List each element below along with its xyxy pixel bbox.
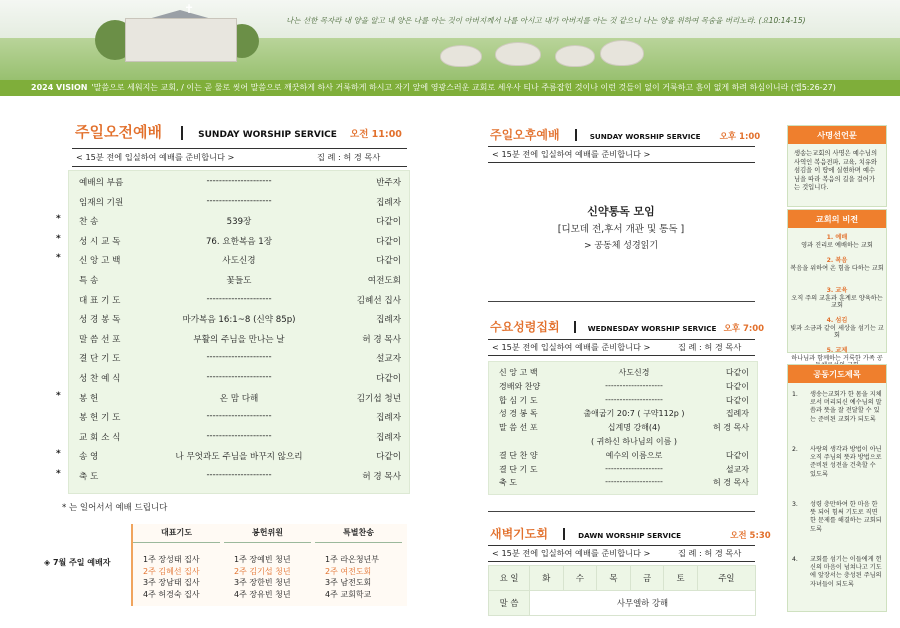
mission-text: 생송는교회의 사명은 예수님의 사역인 복음전파, 교육, 치유와 섬김을 이 땅에 실현하며 예수님을 따라 복음의 길을 걸어가는 것입니다.: [794, 150, 878, 192]
sunday-morning-title-en: SUNDAY WORSHIP SERVICE: [198, 130, 337, 140]
item-content: 사도신경: [618, 368, 650, 377]
vision-text: '말씀으로 세워지는 교회, / 이는 곧 물로 씻어 말씀으로 깨끗하게 하사 거룩하게 하시고 자기 앞에 영광스러운 교회로 세우사 티나 주름잡힌 것이나 이런 것들이 없이 거룩하고 흠이 없게 하려 하심이니라 (엡5:26-27): [91, 83, 836, 92]
section-divider: [488, 511, 755, 512]
item-content: ---------------------: [206, 411, 272, 422]
item-person: 집례자: [376, 315, 401, 326]
item-name: 말 씀 선 포: [79, 334, 121, 345]
wednesday-item-row: [489, 395, 757, 407]
wednesday-title-en: WEDNESDAY WORSHIP SERVICE: [587, 324, 717, 333]
worship-item-row: [69, 352, 409, 366]
day-label: 요 일: [489, 566, 530, 591]
wednesday-title: 수요성령집회: [490, 320, 560, 334]
item-content: ---------------------: [206, 176, 272, 186]
item-person: 다같이: [725, 450, 749, 460]
title-divider: [575, 129, 577, 141]
day-cell: 금: [630, 566, 664, 591]
item-name: 경배와 찬양: [499, 381, 541, 391]
standing-star: *: [56, 390, 61, 401]
church-building: [125, 18, 237, 62]
item-content: 예수의 이름으로: [605, 450, 663, 460]
item-name: 결 단 기 도: [499, 464, 538, 474]
duty-entry: 1주 라온청년부: [325, 555, 380, 564]
item-name: 봉 헌: [79, 393, 99, 404]
item-person: 허 경 목사: [713, 478, 749, 488]
item-content: --------------------: [605, 477, 663, 487]
item-content: 76. 요한복음 1장: [205, 236, 273, 247]
vision-item-text: 빛과 소금과 같이 세상을 섬기는 교회: [790, 324, 884, 340]
item-name: 찬 송: [79, 217, 99, 228]
vision-title: 교회의 비전: [788, 210, 886, 228]
sheep-image: [600, 40, 644, 66]
worship-item-row: [69, 333, 409, 347]
day-cell: 주일: [697, 566, 755, 591]
item-name: 말 씀 선 포: [499, 423, 538, 433]
duty-entry: 4주 허경숙 집사: [143, 589, 200, 599]
item-person: 다같이: [376, 256, 401, 267]
sheep-image: [440, 45, 482, 67]
prayer-text: 성령 충만하여 한 마음 한 뜻 되어 힘써 기도로 직면한 문제를 해결하는 교회되도록: [810, 501, 882, 533]
item-person: 다같이: [376, 452, 401, 463]
mission-title: 사명선언문: [788, 126, 886, 144]
item-content: ---------------------: [206, 430, 272, 441]
vision-item-text: 복음을 위하여 온 힘을 다하는 교회: [790, 264, 884, 272]
item-name: 신 앙 고 백: [79, 256, 121, 267]
item-name: 합 심 기 도: [499, 395, 538, 405]
item-person: 김혜선 집사: [356, 295, 401, 306]
item-person: 다같이: [376, 217, 401, 228]
item-content: 539장: [226, 217, 252, 228]
item-content: --------------------: [605, 394, 663, 404]
mission-box: [787, 125, 887, 207]
item-content: 사도신경: [222, 256, 256, 267]
item-person: 다같이: [376, 374, 401, 384]
sunday-afternoon-time: 오후 1:00: [719, 132, 761, 142]
worship-item-row: [69, 470, 409, 484]
item-person: 김기섭 청년: [356, 393, 401, 404]
dawn-prep-bar: [488, 545, 755, 562]
word-label: 말 씀: [489, 591, 530, 616]
item-content: ---------------------: [206, 195, 272, 206]
prayer-number: 4.: [792, 556, 798, 563]
dawn-title: 새벽기도회: [490, 527, 548, 541]
duty-column-header: 대표기도: [133, 524, 220, 543]
item-person: 다같이: [725, 381, 749, 391]
dawn-heading: [490, 523, 771, 542]
duty-entry: 1주 장예빈 청년: [234, 555, 291, 564]
day-cell: 수: [563, 566, 597, 591]
item-person: 허 경 목사: [362, 334, 401, 345]
title-divider: [563, 528, 565, 540]
item-person: 설교자: [725, 464, 749, 474]
vision-item-heading: 2. 복음: [826, 257, 848, 264]
item-content: ---------------------: [206, 352, 272, 363]
prep-notice: < 15분 전에 입실하여 예배를 준비합니다 >: [76, 152, 235, 162]
sunday-afternoon-prep-bar: [488, 146, 755, 163]
day-cell: 목: [597, 566, 631, 591]
item-content: 출애굽기 20:7 ( 구약112p ): [583, 409, 685, 419]
item-name: 예배의 부름: [79, 178, 124, 188]
worship-item-row: [69, 196, 409, 210]
duty-label: ◈ 7월 주일 예배자: [44, 558, 111, 567]
wednesday-item-row: [489, 477, 757, 489]
sunday-morning-time: 오전 11:00: [350, 129, 402, 140]
duty-entry: 1주 장성태 집사: [143, 555, 200, 564]
vision-item: [790, 287, 884, 310]
leader-text: 집 례 : 허 경 목사: [317, 152, 381, 162]
duty-entry: 4주 교회학교: [325, 589, 372, 599]
prayer-number: 2.: [792, 446, 798, 453]
standing-star: *: [56, 214, 61, 225]
wednesday-heading: [490, 316, 764, 335]
item-name: 성 찬 예 식: [79, 374, 121, 384]
leader-text: 집 례 : 허 경 목사: [678, 548, 742, 558]
vision-item: [790, 317, 884, 340]
standing-note: * 는 일어서서 예배 드립니다: [62, 503, 168, 513]
vision-bar: [0, 80, 900, 96]
item-person: 다같이: [376, 236, 401, 247]
prep-notice: < 15분 전에 입실하여 예배를 준비합니다 >: [492, 548, 651, 558]
item-content: 나 무엇과도 주님을 바꾸지 않으리: [175, 452, 303, 463]
item-name: 축 도: [79, 472, 99, 482]
worship-item-row: [69, 254, 409, 268]
item-person: 집례자: [376, 413, 401, 424]
item-name: 특 송: [79, 276, 99, 286]
title-divider: [181, 126, 183, 140]
vision-item-text: 오직 주의 교훈과 훈계로 양육하는 교회: [791, 294, 883, 310]
prep-notice: < 15분 전에 입실하여 예배를 준비합니다 >: [492, 149, 651, 159]
item-person: 여전도회: [367, 276, 401, 286]
standing-star: *: [56, 253, 61, 264]
sunday-afternoon-title-en: SUNDAY WORSHIP SERVICE: [589, 132, 701, 141]
vision-label: 2024 VISION: [31, 83, 88, 92]
item-name: 성 시 교 독: [79, 236, 121, 247]
item-content: ---------------------: [206, 470, 272, 480]
item-name: 송 영: [79, 452, 99, 463]
sheep-image: [555, 45, 595, 67]
dawn-days-row: [489, 566, 756, 591]
duty-column-header: 특별찬송: [315, 524, 402, 543]
program-item: > 공동체 성경읽기: [583, 241, 659, 251]
vision-item-heading: 1. 예배: [826, 234, 848, 241]
item-content: ---------------------: [206, 372, 272, 382]
prayer-text: 생송는교회가 한 몸을 지체로서 머리되신 예수님의 말씀과 뜻을 잘 전달할 수 있는 준비된 교회가 되도록: [810, 391, 882, 423]
item-content: 마가복음 16:1~8 (신약 85p): [182, 315, 296, 326]
worship-item-row: [69, 431, 409, 445]
vision-item-heading: 4. 섬김: [826, 317, 848, 324]
dawn-schedule-table: [488, 565, 756, 616]
worship-item-row: [69, 411, 409, 425]
wednesday-item-row: [489, 367, 757, 379]
sunday-morning-prep-bar: [72, 148, 407, 167]
dawn-word-row: [489, 591, 756, 616]
item-content: --------------------: [605, 380, 663, 390]
wednesday-item-row: [489, 450, 757, 462]
wednesday-item-row: [489, 422, 757, 434]
program-title: 신약통독 모임: [587, 205, 655, 218]
sunday-afternoon-title: 주일오후예배: [490, 128, 560, 142]
item-person: 반주자: [376, 178, 401, 188]
duty-entry: 3주 장한빈 청년: [234, 578, 291, 587]
duty-entry: 2주 여전도회: [325, 566, 372, 576]
prayer-title: 공동기도제목: [788, 365, 886, 383]
program-subtitle: [디모데 전,후서 개관 및 통독 ]: [557, 224, 685, 235]
item-name: 교 회 소 식: [79, 432, 121, 443]
title-divider: [574, 321, 576, 333]
item-content: ---------------------: [206, 293, 272, 304]
item-content: --------------------: [605, 463, 663, 473]
wednesday-item-row: [489, 436, 757, 448]
duty-entry: 2주 김기섭 청년: [234, 566, 291, 576]
dawn-time: 오전 5:30: [730, 531, 771, 541]
item-content: 꽃들도: [226, 276, 252, 286]
standing-star: *: [56, 449, 61, 460]
item-name: 축 도: [499, 478, 517, 488]
wednesday-item-row: [489, 464, 757, 476]
vision-item-text: 하나님과 함께하는 거룩한 가족 공: [791, 354, 883, 362]
vision-item-text: 영과 진리로 예배하는 교회: [801, 241, 873, 249]
item-name: 결 단 찬 양: [499, 450, 538, 460]
header-banner: [0, 0, 900, 80]
item-person: 설교자: [376, 354, 401, 365]
worship-item-row: [69, 274, 409, 288]
item-name: 신 앙 고 백: [499, 368, 538, 377]
worship-item-row: [69, 215, 409, 229]
item-person: 집례자: [376, 432, 401, 443]
vision-item-heading: 3. 교육: [826, 287, 848, 294]
item-person: 집례자: [376, 197, 401, 208]
leader-text: 집 례 : 허 경 목사: [678, 342, 742, 352]
duty-entry: 3주 남전도회: [325, 578, 372, 587]
item-name: 성 경 봉 독: [79, 315, 121, 326]
wednesday-item-row: [489, 381, 757, 393]
wednesday-time: 오후 7:00: [723, 324, 765, 334]
item-name: 성 경 봉 독: [499, 409, 538, 419]
duty-column-header: 봉헌위원: [224, 524, 311, 543]
prayer-number: 1.: [792, 391, 798, 398]
cross-icon: ✝: [184, 2, 195, 16]
item-person: 집례자: [725, 409, 749, 419]
worship-item-row: [69, 235, 409, 249]
vision-box: [787, 209, 887, 362]
vision-item: [790, 234, 884, 249]
duty-entry: 4주 장유빈 청년: [234, 589, 291, 599]
day-cell: 화: [530, 566, 564, 591]
duty-entry: 2주 김혜선 집사: [143, 566, 200, 576]
standing-star: *: [56, 233, 61, 244]
item-person: 다같이: [725, 368, 749, 377]
item-content: 부활의 주님을 만나는 날: [193, 334, 285, 345]
section-divider: [488, 301, 755, 302]
worship-item-row: [69, 450, 409, 464]
prayer-text: 사랑의 생각과 방법이 아닌 오직 주님의 뜻과 방법으로 준비된 성전을 건축할 수 있도록: [810, 446, 882, 478]
item-person: 허 경 목사: [713, 423, 749, 433]
prayer-number: 3.: [792, 501, 798, 508]
worship-item-row: [69, 176, 409, 190]
prep-notice: < 15분 전에 입실하여 예배를 준비합니다 >: [492, 342, 651, 352]
item-content: ( 귀하신 하나님의 이름 ): [591, 437, 677, 446]
sunday-morning-heading: [75, 121, 402, 143]
vision-item: [790, 257, 884, 272]
item-name: 대 표 기 도: [79, 295, 121, 306]
word-value: 사무엘하 강해: [530, 591, 756, 616]
sunday-morning-order: [68, 170, 410, 494]
worship-item-row: [69, 372, 409, 386]
standing-star: *: [56, 469, 61, 479]
item-content: 온 맘 다해: [219, 393, 259, 404]
sheep-image: [495, 42, 541, 66]
item-name: 임재의 기원: [79, 197, 124, 208]
item-name: 결 단 기 도: [79, 354, 121, 365]
sunday-afternoon-heading: [490, 124, 760, 143]
prayer-box: [787, 364, 887, 612]
item-name: 봉 헌 기 도: [79, 413, 121, 424]
item-person: 허 경 목사: [362, 472, 401, 482]
day-cell: 토: [664, 566, 698, 591]
worship-item-row: [69, 294, 409, 308]
dawn-title-en: DAWN WORSHIP SERVICE: [578, 531, 682, 540]
prayer-text: 교회를 섬기는 이들에게 헌신의 마음이 넘쳐나고 기도에 앞장서는 충성된 주님의 자녀들이 되도록: [810, 556, 882, 588]
item-person: 다같이: [725, 395, 749, 405]
wednesday-item-row: [489, 408, 757, 420]
vision-item-heading: 5. 교제: [826, 347, 848, 354]
duty-entry: 3주 장남태 집사: [143, 578, 200, 587]
worship-item-row: [69, 392, 409, 406]
header-verse: 나는 선한 목자라 내 양을 알고 내 양은 나를 아는 것이 아버지께서 나를 아시고 내가 아버지를 아는 것 같으니 나는 양을 위하여 목숨을 버리노라. (요10:14-15): [286, 16, 806, 25]
sunday-morning-title: 주일오전예배: [75, 123, 162, 141]
duty-roster: [131, 524, 407, 606]
worship-item-row: [69, 313, 409, 327]
wednesday-order: [488, 361, 758, 495]
item-content: 십계명 강해(4): [607, 423, 661, 433]
wednesday-prep-bar: [488, 339, 755, 356]
